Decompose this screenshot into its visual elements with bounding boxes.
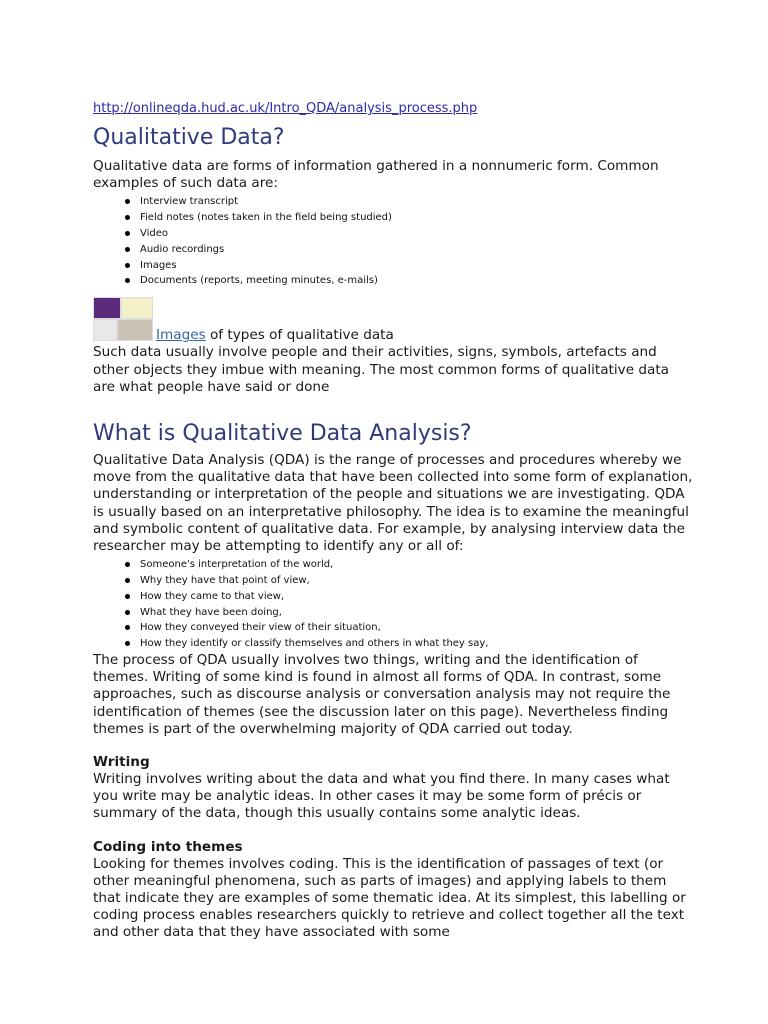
images-caption-line [93, 327, 693, 344]
list-item: Audio recordings [140, 242, 693, 258]
list-item: How they came to that view, [140, 589, 693, 605]
list-item: Someone's interpretation of the world, [140, 557, 693, 573]
list-item: Video [140, 226, 693, 242]
data-examples-list [93, 194, 693, 289]
list-item: What they have been doing, [140, 605, 693, 621]
qualitative-data-paragraph: Such data usually involve people and their activities, signs, symbols, artefacts and other objects they imbue with meaning. The most common forms of qualitative data are what people have said or done [93, 344, 670, 395]
thumbnail-image[interactable] [93, 319, 117, 341]
qda-heading: What is Qualitative Data Analysis? [93, 421, 472, 446]
qda-paragraph-1: Qualitative Data Analysis (QDA) is the range of processes and procedures whereby we move from the qualitative data that have been collected into some form of explanation, understanding or interpretation of the people and situations we are investigating. QDA is usually based on an interpretative philosophy. The idea is to examine the meaningful and symbolic content of qualitative data. For example, by analysing interview data the researcher may be attempting to identify any or all of: [93, 452, 693, 555]
list-item: How they conveyed their view of their situation, [140, 620, 693, 636]
identify-list [93, 557, 693, 652]
coding-paragraph: Looking for themes involves coding. This is the identification of passages of text (or other meaningful phenomena, such as parts of images) and applying labels to them that indicate they are examples of some thematic idea. At its simplest, this labelling or coding process enables researchers quickly to retrieve and collect together all the text and other data that they have associated with some [93, 855, 686, 941]
list-item: Documents (reports, meeting minutes, e-mails) [140, 273, 693, 289]
list-item: How they identify or classify themselves and others in what they say, [140, 636, 693, 652]
writing-heading: Writing [93, 754, 150, 771]
list-item: Field notes (notes taken in the field being studied) [140, 210, 693, 226]
qualitative-data-thumbnails[interactable] [93, 297, 153, 341]
images-caption: of types of qualitative data [205, 327, 394, 344]
coding-heading: Coding into themes [93, 838, 243, 855]
qualitative-data-intro: Qualitative data are forms of information gathered in a nonnumeric form. Common examples of such data are: [93, 158, 659, 192]
list-item: Interview transcript [140, 194, 693, 210]
writing-paragraph: Writing involves writing about the data and what you find there. In many cases what you write may be analytic ideas. In other cases it may be some form of précis or summary of the data, though this usually contains some analytic ideas. [93, 771, 670, 822]
thumbnail-image[interactable] [117, 319, 153, 341]
list-item: Images [140, 258, 693, 274]
thumbnail-image[interactable] [121, 297, 153, 319]
source-url-link[interactable]: http://onlineqda.hud.ac.uk/Intro_QDA/analysis_process.php [93, 101, 478, 116]
thumbnail-image[interactable] [93, 297, 121, 319]
qda-paragraph-2: The process of QDA usually involves two things, writing and the identification of themes. Writing of some kind is found in almost all forms of QDA. In contrast, some approaches, such as discourse analysis or conversation analysis may not require the identification of themes (see the discussion later on this page). Nevertheless finding themes is part of the overwhelming majority of QDA carried out today. [93, 652, 671, 737]
document-content [93, 100, 693, 942]
qualitative-data-heading: Qualitative Data? [93, 125, 285, 150]
images-link[interactable]: Images [156, 327, 206, 344]
list-item: Why they have that point of view, [140, 573, 693, 589]
